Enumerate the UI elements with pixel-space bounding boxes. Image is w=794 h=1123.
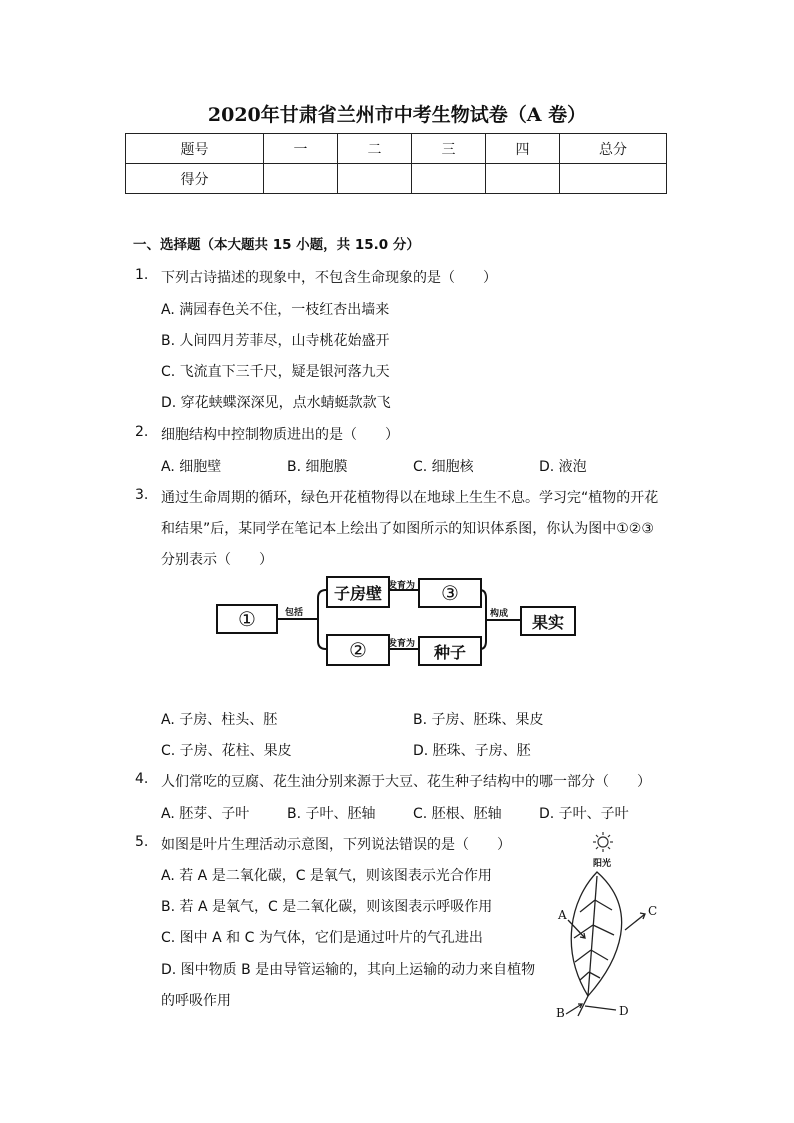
label-develop-1: 发育为: [388, 581, 416, 591]
question-number: 3.: [135, 487, 149, 503]
diagram-box-1: ①: [216, 604, 278, 634]
option-a: A. 满园春色关不住，一枝红杏出墙来: [161, 302, 390, 318]
diagram-box-3: ③: [418, 578, 482, 608]
question-stem-line: 和结果”后，某同学在笔记本上绘出了如图所示的知识体系图，你认为图中①②③: [161, 521, 654, 537]
option-a: A. 子房、柱头、胚: [161, 712, 278, 728]
header-cell: 二: [338, 134, 412, 164]
page-title: 2020年甘肃省兰州市中考生物试卷（A 卷）: [207, 104, 587, 126]
option-d: D. 穿花蛱蝶深深见，点水蜻蜓款款飞: [161, 395, 391, 411]
diagram-box-ovary-wall: 子房壁: [326, 576, 390, 608]
label-d: D: [619, 1004, 629, 1018]
diagram-box-seed: 种子: [418, 636, 482, 666]
option-c: C. 胚根、胚轴: [413, 806, 502, 822]
header-cell: 题号: [126, 134, 264, 164]
sun-label: 阳光: [593, 859, 612, 869]
question-stem: 细胞结构中控制物质进出的是（ ）: [161, 427, 399, 443]
question-stem: 人们常吃的豆腐、花生油分别来源于大豆、花生种子结构中的哪一部分（ ）: [161, 774, 651, 790]
option-d: D. 液泡: [539, 459, 587, 475]
question-number: 1.: [135, 267, 149, 283]
sun-icon: [593, 832, 613, 852]
question-stem-line: 分别表示（ ）: [161, 552, 273, 568]
option-a: A. 胚芽、子叶: [161, 806, 250, 822]
label-develop-2: 发育为: [388, 639, 416, 649]
label-c: C: [648, 904, 658, 918]
option-d: D. 子叶、子叶: [539, 806, 629, 822]
option-d-continuation: 的呼吸作用: [161, 993, 231, 1009]
section-heading: 一、选择题（本大题共 15 小题，共 15.0 分）: [133, 237, 420, 253]
label-include: 包括: [285, 608, 304, 618]
option-c: C. 子房、花柱、果皮: [161, 743, 292, 759]
row-label: 得分: [126, 164, 264, 194]
question-stem-line: 通过生命周期的循环，绿色开花植物得以在地球上生生不息。学习完“植物的开花: [161, 490, 659, 506]
option-b: B. 细胞膜: [287, 459, 348, 475]
question-stem: 下列古诗描述的现象中，不包含生命现象的是（ ）: [161, 270, 497, 286]
diagram-box-2: ②: [326, 634, 390, 666]
header-cell: 三: [412, 134, 486, 164]
option-c: C. 飞流直下三千尺，疑是银河落九天: [161, 364, 390, 380]
option-c: C. 细胞核: [413, 459, 474, 475]
header-cell: 总分: [560, 134, 667, 164]
question-number: 5.: [135, 834, 149, 850]
diagram-box-fruit: 果实: [520, 606, 576, 636]
option-b: B. 子房、胚珠、果皮: [413, 712, 544, 728]
option-d: D. 图中物质 B 是由导管运输的，其向上运输的动力来自植物: [161, 962, 536, 978]
question-number: 4.: [135, 771, 149, 787]
label-b: B: [556, 1006, 565, 1020]
header-cell: 一: [264, 134, 338, 164]
option-a: A. 细胞壁: [161, 459, 222, 475]
label-compose: 构成: [490, 609, 509, 619]
header-cell: 四: [486, 134, 560, 164]
option-d: D. 胚珠、子房、胚: [413, 743, 531, 759]
question-stem: 如图是叶片生理活动示意图，下列说法错误的是（ ）: [161, 837, 511, 853]
option-c: C. 图中 A 和 C 为气体，它们是通过叶片的气孔进出: [161, 930, 483, 946]
option-b: B. 人间四月芳菲尽，山寺桃花始盛开: [161, 333, 390, 349]
leaf-midrib: [588, 876, 597, 996]
option-a: A. 若 A 是二氧化碳，C 是氧气，则该图表示光合作用: [161, 868, 492, 884]
option-b: B. 子叶、胚轴: [287, 806, 376, 822]
option-b: B. 若 A 是氧气，C 是二氧化碳，则该图表示呼吸作用: [161, 899, 493, 915]
question-number: 2.: [135, 424, 149, 440]
label-a: A: [558, 908, 567, 922]
